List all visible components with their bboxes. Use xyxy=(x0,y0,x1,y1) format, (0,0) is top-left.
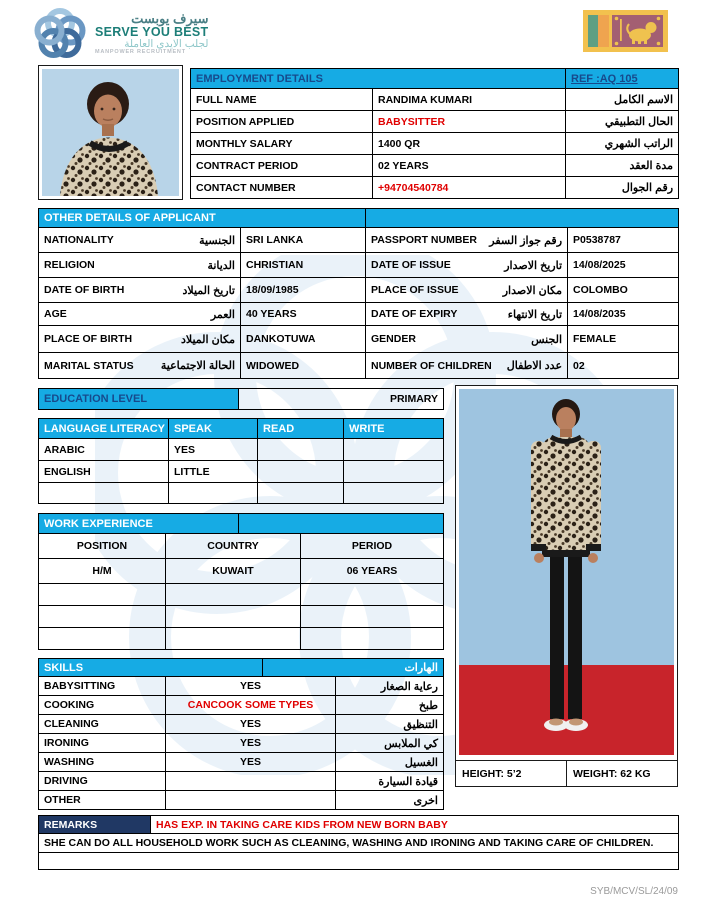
work-experience-bar xyxy=(38,513,444,534)
full-body-photo xyxy=(456,386,677,760)
work-experience-header: WORK EXPERIENCE xyxy=(39,514,239,534)
field-label: MONTHLY SALARY xyxy=(191,133,373,155)
other-details-header: OTHER DETAILS OF APPLICANT xyxy=(39,209,366,228)
skill-value: YES xyxy=(166,753,336,772)
field-value: P0538787 xyxy=(568,228,679,253)
work-position xyxy=(39,606,166,628)
field-label-arabic: الحال التطبيقي xyxy=(566,111,679,133)
skill-value: YES xyxy=(166,715,336,734)
remarks-line1: HAS EXP. IN TAKING CARE KIDS FROM NEW BORN BABY xyxy=(151,816,679,834)
height-value: HEIGHT: 5’2 xyxy=(462,767,522,780)
field-label: AGE العمر xyxy=(39,303,241,326)
employment-details-header: EMPLOYMENT DETAILS xyxy=(191,69,566,89)
language-name: ENGLISH xyxy=(39,461,169,483)
logo-arabic-name: سيرف يوبست xyxy=(131,11,209,27)
skill-value xyxy=(166,772,336,791)
passport-photo xyxy=(38,65,183,200)
skill-label-arabic: التنظيق xyxy=(336,715,444,734)
field-value: CHRISTIAN xyxy=(241,253,366,278)
skill-value: YES xyxy=(166,734,336,753)
skill-label-arabic: كي الملابس xyxy=(336,734,444,753)
language-speak xyxy=(169,483,258,504)
language-write xyxy=(344,439,444,461)
sri-lanka-flag-icon xyxy=(583,10,668,52)
field-value: 14/08/2025 xyxy=(568,253,679,278)
logo-english-tagline: MANPOWER RECRUITMENT xyxy=(95,49,186,55)
skill-value: CANCOOK SOME TYPES xyxy=(166,696,336,715)
skill-label-arabic: قيادة السيارة xyxy=(336,772,444,791)
field-label: NUMBER OF CHILDREN عدد الاطفال xyxy=(366,353,568,379)
skill-value: YES xyxy=(166,677,336,696)
skill-label-arabic: رعاية الصغار xyxy=(336,677,444,696)
column-header: LANGUAGE LITERACY xyxy=(39,419,169,439)
education-level-value: PRIMARY xyxy=(239,389,444,410)
logo-english-name: SERVE YOU BEST xyxy=(95,24,209,39)
ref-number: REF :AQ 105 xyxy=(566,69,679,89)
skill-label-arabic: الغسيل xyxy=(336,753,444,772)
field-value: 14/08/2035 xyxy=(568,303,679,326)
field-label: RELIGION الديانة xyxy=(39,253,241,278)
document-reference: SYB/MCV/SL/24/09 xyxy=(590,886,678,897)
language-read xyxy=(258,461,344,483)
full-body-photo-box xyxy=(455,385,678,787)
field-label-arabic: مدة العقد xyxy=(566,155,679,177)
education-level-bar xyxy=(38,388,444,410)
remarks-empty-row xyxy=(39,853,679,870)
field-label: NATIONALITY الجنسية xyxy=(39,228,241,253)
skills-table xyxy=(38,676,444,810)
field-value: 18/09/1985 xyxy=(241,278,366,303)
field-label-arabic: الاسم الكامل xyxy=(566,89,679,111)
language-speak: LITTLE xyxy=(169,461,258,483)
field-label: GENDER الجنس xyxy=(366,326,568,353)
work-position: H/M xyxy=(39,559,166,584)
language-write xyxy=(344,461,444,483)
field-value: COLOMBO xyxy=(568,278,679,303)
remarks-table xyxy=(38,815,679,870)
work-country: KUWAIT xyxy=(166,559,301,584)
education-level-label: EDUCATION LEVEL xyxy=(39,389,239,410)
column-header: READ xyxy=(258,419,344,439)
remarks-header: REMARKS xyxy=(39,816,151,834)
field-label: DATE OF ISSUE تاريخ الاصدار xyxy=(366,253,568,278)
other-details-table xyxy=(38,208,679,379)
work-position xyxy=(39,628,166,650)
field-value: WIDOWED xyxy=(241,353,366,379)
language-read xyxy=(258,483,344,504)
skills-header-arabic: الهارات xyxy=(263,659,444,677)
skill-label: IRONING xyxy=(39,734,166,753)
logo-arabic-tagline: لجلب الايدي العاملة xyxy=(124,37,209,50)
work-country xyxy=(166,606,301,628)
field-value: 02 xyxy=(568,353,679,379)
work-experience-header-spacer xyxy=(239,514,444,534)
other-details-header-spacer xyxy=(366,209,679,228)
field-value: 02 YEARS xyxy=(373,155,566,177)
work-period xyxy=(301,606,444,628)
field-label: FULL NAME xyxy=(191,89,373,111)
skill-label: WASHING xyxy=(39,753,166,772)
work-period xyxy=(301,628,444,650)
skill-label: COOKING xyxy=(39,696,166,715)
language-speak: YES xyxy=(169,439,258,461)
logo-knot-icon xyxy=(33,7,87,61)
field-value: SRI LANKA xyxy=(241,228,366,253)
work-period xyxy=(301,584,444,606)
skill-label: OTHER xyxy=(39,791,166,810)
field-value: RANDIMA KUMARI xyxy=(373,89,566,111)
skill-value xyxy=(166,791,336,810)
skill-label-arabic: طبخ xyxy=(336,696,444,715)
column-header: PERIOD xyxy=(301,534,444,559)
language-name: ARABIC xyxy=(39,439,169,461)
field-label-arabic: رقم الجوال xyxy=(566,177,679,199)
remarks-line2: SHE CAN DO ALL HOUSEHOLD WORK SUCH AS CLEANING, WASHING AND IRONING AND TAKING CARE OF CHILDREN. xyxy=(39,834,679,853)
field-label: DATE OF BIRTH تاريخ الميلاد xyxy=(39,278,241,303)
field-label: DATE OF EXPIRY تاريخ الانتهاء xyxy=(366,303,568,326)
agency-logo xyxy=(33,7,209,61)
skill-label-arabic: اخرى xyxy=(336,791,444,810)
field-label: CONTACT NUMBER xyxy=(191,177,373,199)
field-label: PASSPORT NUMBER رقم جواز السفر xyxy=(366,228,568,253)
field-value: BABYSITTER xyxy=(373,111,566,133)
field-value: FEMALE xyxy=(568,326,679,353)
field-label: PLACE OF BIRTH مكان الميلاد xyxy=(39,326,241,353)
column-header: WRITE xyxy=(344,419,444,439)
field-label: POSITION APPLIED xyxy=(191,111,373,133)
language-literacy-table xyxy=(38,418,444,504)
column-header: SPEAK xyxy=(169,419,258,439)
language-read xyxy=(258,439,344,461)
skills-bar xyxy=(38,658,444,677)
field-value: 40 YEARS xyxy=(241,303,366,326)
employment-details-table xyxy=(190,68,679,199)
work-experience-table xyxy=(38,533,444,650)
work-position xyxy=(39,584,166,606)
language-name xyxy=(39,483,169,504)
field-value: +94704540784 xyxy=(373,177,566,199)
field-label: MARITAL STATUS الحالة الاجتماعية xyxy=(39,353,241,379)
skills-header: SKILLS xyxy=(39,659,263,677)
physical-info-row xyxy=(456,760,677,786)
field-label: PLACE OF ISSUE مكان الاصدار xyxy=(366,278,568,303)
field-value: 1400 QR xyxy=(373,133,566,155)
column-header: COUNTRY xyxy=(166,534,301,559)
skill-label: BABYSITTING xyxy=(39,677,166,696)
work-country xyxy=(166,628,301,650)
weight-value: WEIGHT: 62 KG xyxy=(566,761,677,786)
field-label: CONTRACT PERIOD xyxy=(191,155,373,177)
field-value: DANKOTUWA xyxy=(241,326,366,353)
work-country xyxy=(166,584,301,606)
language-write xyxy=(344,483,444,504)
column-header: POSITION xyxy=(39,534,166,559)
field-label-arabic: الراتب الشهري xyxy=(566,133,679,155)
skill-label: DRIVING xyxy=(39,772,166,791)
work-period: 06 YEARS xyxy=(301,559,444,584)
skill-label: CLEANING xyxy=(39,715,166,734)
